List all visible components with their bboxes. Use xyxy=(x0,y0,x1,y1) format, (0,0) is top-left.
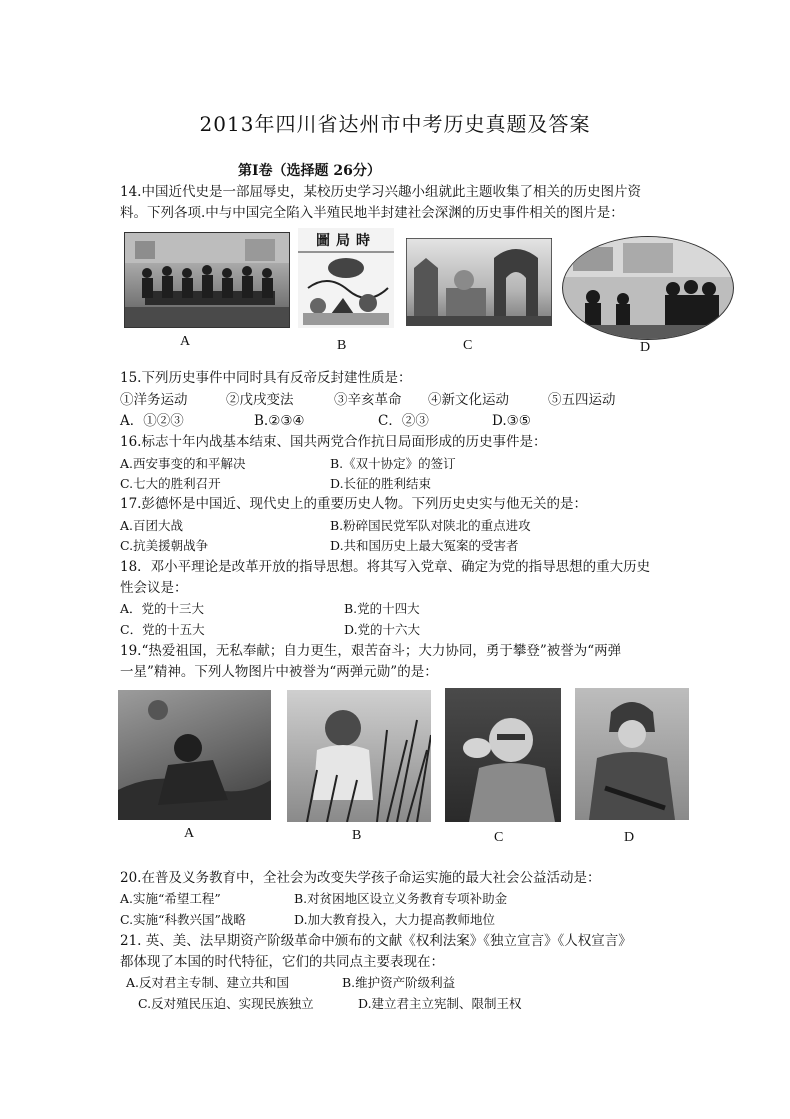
q18-option-b: B.党的十四大 xyxy=(344,601,420,616)
q18-stem-line2: 性会议是： xyxy=(120,580,188,596)
q15-option-c: C．②③ xyxy=(378,413,429,429)
q18-option-d: D.党的十六大 xyxy=(344,622,421,637)
q19-caption-c: C xyxy=(494,830,504,845)
q18-option-a: A．党的十三大 xyxy=(120,601,205,616)
q19-caption-d: D xyxy=(624,830,635,845)
page-title: 2013年四川省达州市中考历史真题及答案 xyxy=(199,112,591,136)
soldier-illustration xyxy=(118,690,271,820)
q14-stem-line1: 14.中国近代史是一部屈辱史，某校历史学习兴趣小组就此主题收集了相关的历史图片资 xyxy=(120,184,641,200)
q19-stem-line1: 19.“热爱祖国，无私奉献；自力更生，艰苦奋斗；大力协同，勇于攀登”被誉为“两弹 xyxy=(120,643,622,659)
q19-image-a-soldier-photo xyxy=(118,690,271,820)
conference-illustration xyxy=(563,237,733,339)
q14-caption-d: D xyxy=(640,340,651,355)
q15-item-4: ④新文化运动 xyxy=(428,392,509,408)
q20-option-a: A.实施“希望工程” xyxy=(120,891,221,906)
q15-option-a: A．①②③ xyxy=(120,413,184,429)
q20-option-d: D.加大教育投入，大力提高教师地位 xyxy=(294,912,496,927)
q14-stem-line2: 料。下列各项.中与中国完全陷入半殖民地半封建社会深渊的历史事件相关的图片是： xyxy=(120,205,624,221)
q21-stem-line1: 21. 英、美、法早期资产阶级革命中颁布的文献《权利法案》《独立宣言》《人权宣言》 xyxy=(120,933,632,949)
cartoon-drawing xyxy=(298,228,394,328)
cartoon-title-text: 圖局時 xyxy=(316,233,376,249)
q17-option-d: D.共和国历史上最大冤案的受害者 xyxy=(330,538,519,553)
q14-image-d-oval-photo xyxy=(562,236,734,340)
q14-image-b-cartoon xyxy=(298,228,394,328)
q16-option-a: A.西安事变的和平解决 xyxy=(120,456,246,471)
group-photo-illustration xyxy=(125,233,289,327)
q21-option-c: C.反对殖民压迫、实现民族独立 xyxy=(138,996,314,1011)
rice-field-illustration xyxy=(287,690,431,822)
q20-stem: 20.在普及义务教育中，全社会为改变失学孩子命运实施的最大社会公益活动是： xyxy=(120,870,601,886)
q17-option-b: B.粉碎国民党军队对陕北的重点进攻 xyxy=(330,518,531,533)
q16-stem: 16.标志十年内战基本结束、国共两党合作抗日局面形成的历史事件是： xyxy=(120,434,547,450)
section-heading: 第Ⅰ卷（选择题 26分） xyxy=(238,163,381,179)
q15-option-b: B.②③④ xyxy=(254,413,305,429)
q18-option-c: C．党的十五大 xyxy=(120,622,205,637)
q18-stem-line1: 18．邓小平理论是改革开放的指导思想。将其写入党章、确定为党的指导思想的重大历史 xyxy=(120,559,651,575)
q15-item-3: ③辛亥革命 xyxy=(334,392,402,408)
q19-caption-b: B xyxy=(352,828,362,843)
q17-option-a: A.百团大战 xyxy=(120,518,184,533)
q17-stem: 17.彭德怀是中国近、现代史上的重要历史人物。下列历史史实与他无关的是： xyxy=(120,496,587,512)
q14-caption-c: C xyxy=(463,338,473,353)
q14-image-c-ruins-photo xyxy=(406,238,552,326)
q20-option-c: C.实施“科教兴国”战略 xyxy=(120,912,246,927)
q21-option-b: B.维护资产阶级利益 xyxy=(342,975,456,990)
q21-option-d: D.建立君主立宪制、限制王权 xyxy=(358,996,522,1011)
q16-option-b: B.《双十协定》的签订 xyxy=(330,456,456,471)
q15-item-5: ⑤五四运动 xyxy=(548,392,616,408)
q15-stem: 15.下列历史事件中同时具有反帝反封建性质是： xyxy=(120,370,412,386)
q14-caption-b: B xyxy=(337,338,347,353)
portrait-illustration xyxy=(575,688,689,820)
q15-option-d: D.③⑤ xyxy=(492,413,531,429)
q19-stem-line2: 一星”精神。下列人物图片中被誉为“两弹元勋”的是： xyxy=(120,664,438,680)
q19-image-b-farmer-photo xyxy=(287,690,431,822)
q17-option-c: C.抗美援朝战争 xyxy=(120,538,209,553)
q14-caption-a: A xyxy=(180,334,191,349)
q19-image-c-scientist-photo xyxy=(445,688,561,822)
q16-option-c: C.七大的胜利召开 xyxy=(120,476,221,491)
q19-caption-a: A xyxy=(184,826,195,841)
q19-image-d-soldier-portrait xyxy=(575,688,689,820)
q20-option-b: B.对贫困地区设立义务教育专项补助金 xyxy=(294,891,508,906)
scientist-illustration xyxy=(445,688,561,822)
q21-option-a: A.反对君主专制、建立共和国 xyxy=(126,975,290,990)
q16-option-d: D.长征的胜利结束 xyxy=(330,476,432,491)
q15-item-2: ②戊戌变法 xyxy=(226,392,294,408)
q21-stem-line2: 都体现了本国的时代特征，它们的共同点主要表现在： xyxy=(120,954,444,970)
q15-item-1: ①洋务运动 xyxy=(120,392,188,408)
ruins-illustration xyxy=(406,238,552,326)
q14-image-a-treaty-signing-photo xyxy=(124,232,290,328)
